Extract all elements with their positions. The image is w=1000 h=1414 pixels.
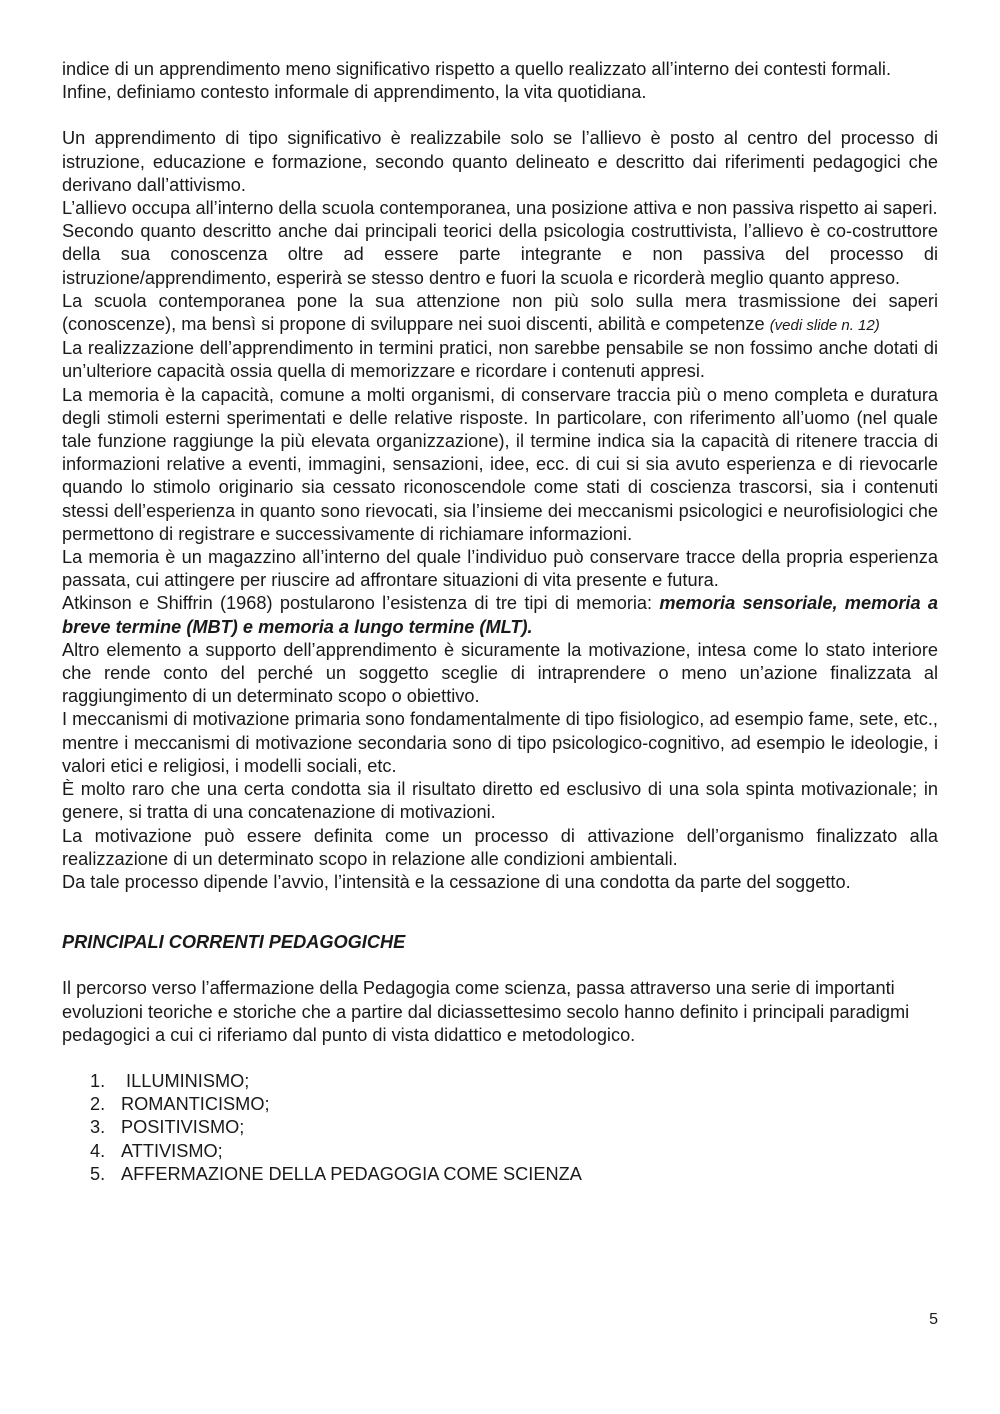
list-text: ILLUMINISMO; — [121, 1070, 250, 1091]
page-body — [62, 58, 938, 1186]
spacer — [62, 104, 938, 127]
paragraph: L’allievo occupa all’interno della scuola contemporanea, una posizione attiva e non passiva rispetto ai saperi. — [62, 198, 938, 219]
paragraph: La realizzazione dell’apprendimento in termini pratici, non sarebbe pensabile se non fossimo anche dotati di un’ulteriore capacità ossia quella di memorizzare e ricordare i contenuti appresi. — [62, 338, 938, 382]
list-item — [90, 1140, 938, 1163]
list-number: 5. — [90, 1163, 106, 1184]
list-text: ROMANTICISMO; — [121, 1094, 270, 1115]
spacer — [62, 1047, 938, 1070]
slide-reference: (vedi slide n. 12) — [769, 317, 880, 335]
paragraph-text: Atkinson e Shiffrin (1968) postularono l’esistenza di tre tipi di memoria: — [62, 593, 660, 614]
paragraph: I meccanismi di motivazione primaria sono fondamentalmente di tipo fisiologico, ad esempio fame, sete, etc., mentre i meccanismi di motivazione secondaria sono di tipo psicologico-cognitivo, ad esempio le ideologie, i valori etici e religiosi, i modelli sociali, etc. — [62, 709, 938, 776]
paragraph: La motivazione può essere definita come un processo di attivazione dell’organismo finalizzato alla realizzazione di un determinato scopo in relazione alle condizioni ambientali. — [62, 825, 938, 869]
list-number: 4. — [90, 1140, 106, 1161]
pedagogy-list — [62, 1070, 938, 1186]
paragraph: Un apprendimento di tipo significativo è realizzabile solo se l’allievo è posto al centro del processo di istruzione, educazione e formazione, secondo quanto delineato e descritto dai riferimenti pedagogici che derivano dall’attivismo. — [62, 128, 938, 195]
list-item — [90, 1093, 938, 1116]
paragraph: La memoria è la capacità, comune a molti organismi, di conservare traccia più o meno completa e duratura degli stimoli esterni sperimentati e delle relative risposte. In particolare, con riferimento all’uomo (nel quale tale funzione raggiunge la più elevata organizzazione), il termine indica sia la capacità di ritenere traccia di informazioni relative a eventi, immagini, sensazioni, idee, ecc. di cui si sia avuto esperienza e di rievocarle quando lo stimolo originario sia cessato riconoscendole come stati di coscienza trascorsi, sia i contenuti stessi dell’esperienza in quanto sono rievocati, sia l’insieme dei meccanismi psicologici e neurofisiologici che permettono di registrare e successivamente di richiamare informazioni. — [62, 384, 938, 544]
list-item — [90, 1163, 938, 1186]
list-number: 1. — [90, 1070, 106, 1091]
list-text: ATTIVISMO; — [121, 1140, 223, 1161]
paragraph: Infine, definiamo contesto informale di apprendimento, la vita quotidiana. — [62, 82, 647, 103]
paragraph: Secondo quanto descritto anche dai principali teorici della psicologia costruttivista, l’allievo è co-costruttore della sua conoscenza oltre ad essere parte integrante e non passiva del processo di istruzione/apprendimento, esperirà se stesso dentro e fuori la scuola e ricorderà meglio quanto appreso. — [62, 221, 938, 288]
spacer — [62, 894, 938, 917]
paragraph: La memoria è un magazzino all’interno del quale l’individuo può conservare tracce della propria esperienza passata, cui attingere per riuscire ad affrontare situazioni di vita presente e futura. — [62, 547, 938, 591]
section-heading: PRINCIPALI CORRENTI PEDAGOGICHE — [62, 932, 406, 953]
memory-types-emphasis: memoria sensoriale, memoria a breve termine (MBT) e memoria a lungo termine (MLT). — [62, 593, 938, 637]
list-text: AFFERMAZIONE DELLA PEDAGOGIA COME SCIENZA — [121, 1163, 582, 1184]
section-intro: Il percorso verso l’affermazione della Pedagogia come scienza, passa attraverso una serie di importanti evoluzioni teoriche e storiche che a partire dal diciassettesimo secolo hanno definito i principali paradigmi pedagogici a cui ci riferiamo dal punto di vista didattico e metodologico. — [62, 978, 910, 1045]
paragraph: indice di un apprendimento meno significativo rispetto a quello realizzato all’interno dei contesti formali. — [62, 59, 891, 79]
paragraph — [62, 592, 938, 638]
paragraph: È molto raro che una certa condotta sia il risultato diretto ed esclusivo di una sola spinta motivazionale; in genere, si tratta di una concatenazione di motivazioni. — [62, 779, 938, 823]
list-text: POSITIVISMO; — [121, 1117, 245, 1138]
list-number: 3. — [90, 1117, 106, 1138]
paragraph: Da tale processo dipende l’avvio, l’intensità e la cessazione di una condotta da parte del soggetto. — [62, 871, 851, 892]
paragraph-text: La scuola contemporanea pone la sua attenzione non più solo sulla mera trasmissione dei saperi (conoscenze), ma bensì si propone di sviluppare nei suoi discenti, abilità e competenze — [62, 290, 938, 335]
paragraph: Altro elemento a supporto dell’apprendimento è sicuramente la motivazione, intesa come lo stato interiore che rende conto del perché un soggetto sceglie di intraprendere o meno un’azione finalizzata al raggiungimento di un determinato scopo o obiettivo. — [62, 639, 938, 707]
list-item — [90, 1116, 938, 1139]
paragraph — [62, 290, 938, 337]
list-number: 2. — [90, 1094, 106, 1115]
spacer — [62, 917, 938, 931]
list-item — [90, 1070, 938, 1093]
spacer — [62, 954, 938, 977]
page-number: 5 — [929, 1311, 938, 1328]
